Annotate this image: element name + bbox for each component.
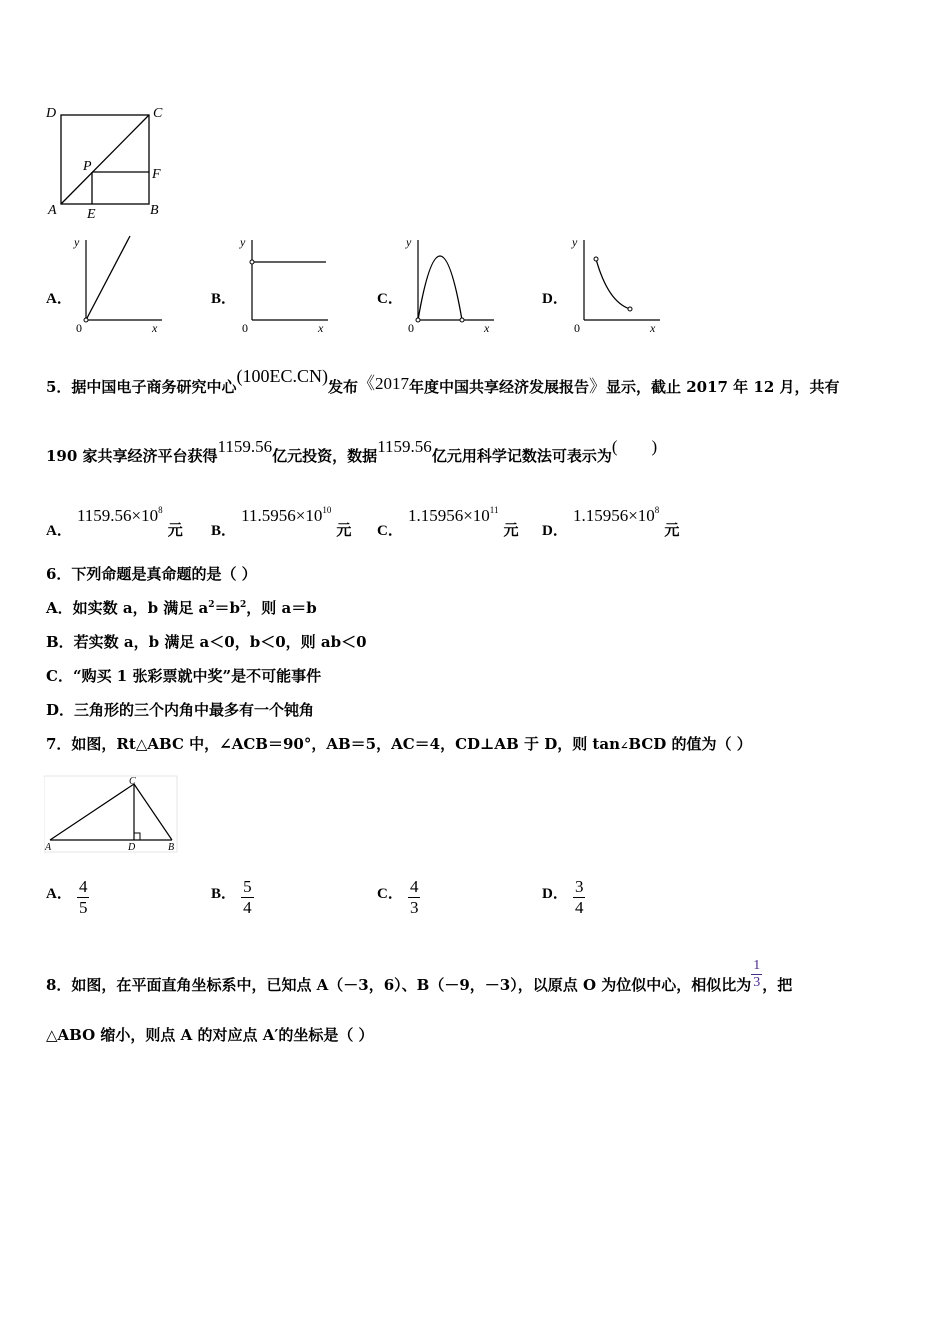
svg-text:y: y — [240, 235, 246, 249]
q5-option-c[interactable]: C． $1.15956\times 10^{11}$ 元 — [377, 505, 519, 539]
svg-text:0: 0 — [574, 321, 580, 335]
graph-option-b — [238, 232, 333, 337]
q4-option-a-letter[interactable]: A． — [46, 291, 72, 307]
q8-line-1: 8．如图，在平面直角坐标系中，已知点 A（－3，6）、B（－9，－3），以原点 O 为位似中心，相似比为 $\frac{1}{3}$ ，把 — [46, 958, 793, 994]
label-f: F — [152, 167, 161, 182]
q5-option-d[interactable]: D． $1.15956\times 10^8$ 元 — [542, 505, 680, 539]
label-p: P — [83, 159, 92, 174]
svg-text:x: x — [484, 321, 490, 335]
q4-option-b-letter[interactable]: B． — [211, 291, 237, 307]
graph-option-a — [72, 232, 167, 337]
q5-option-b[interactable]: B． $11.5956\times 10^{10}$ 元 — [211, 505, 352, 539]
q5-option-a[interactable]: A． $1159.56\times 10^8$ 元 — [46, 505, 183, 539]
svg-text:0: 0 — [76, 321, 82, 335]
label-c: C — [153, 106, 163, 121]
label-d: D — [46, 106, 57, 121]
q6-option-b[interactable]: B．若实数 a，b 满足 a＜0，b＜0，则 ab＜0 — [46, 633, 367, 651]
label-e: E — [87, 207, 96, 222]
svg-text:y: y — [74, 235, 80, 249]
tri-label-d: D — [128, 842, 136, 853]
triangle-figure — [44, 772, 180, 854]
q6-option-d[interactable]: D．三角形的三个内角中最多有一个钝角 — [46, 701, 315, 719]
q7-option-a[interactable]: A． $\frac{4}{5}$ — [46, 877, 88, 917]
svg-text:y: y — [406, 235, 412, 249]
tri-label-a: A — [45, 842, 52, 853]
q5-options — [46, 505, 926, 545]
q7-option-d[interactable]: D． $\frac{3}{4}$ — [542, 877, 584, 917]
q5-line-2: 190 家共享经济平台获得1159.56亿元投资，数据1159.56亿元用科学记数法可表示为( ) — [46, 437, 658, 465]
label-a: A — [48, 203, 57, 218]
tri-label-b: B — [168, 842, 175, 853]
q6-option-a[interactable]: A．如实数 a，b 满足 $a^2=b^2$，则 a＝b — [46, 599, 317, 617]
q5-line-1: 5．据中国电子商务研究中心(100EC.CN)发布《2017年度中国共享经济发展报告》显示，截止 2017 年 12 月，共有 — [46, 366, 840, 396]
q4-option-c-letter[interactable]: C． — [377, 291, 403, 307]
q4-option-d-letter[interactable]: D． — [542, 291, 568, 307]
svg-text:x: x — [318, 321, 324, 335]
label-b: B — [150, 203, 159, 218]
tri-label-c: C — [129, 776, 136, 787]
svg-text:y: y — [572, 235, 578, 249]
q8-line-2: △ABO 缩小，则点 A 的对应点 A′的坐标是（ ） — [46, 1026, 374, 1044]
q7-option-c[interactable]: C． $\frac{4}{3}$ — [377, 877, 419, 917]
svg-text:x: x — [152, 321, 158, 335]
q6-option-c[interactable]: C．“购买 1 张彩票就中奖”是不可能事件 — [46, 667, 322, 685]
svg-text:x: x — [650, 321, 656, 335]
square-figure — [40, 100, 175, 225]
q7-stem: 7．如图，Rt△ABC 中，∠ACB＝90°，AB＝5，AC＝4，CD⊥AB 于 D，则 tan∠BCD 的值为（ ） — [46, 735, 752, 753]
svg-text:0: 0 — [408, 321, 414, 335]
graph-option-c — [404, 232, 499, 337]
q7-option-b[interactable]: B． $\frac{5}{4}$ — [211, 877, 252, 917]
graph-option-d — [570, 232, 665, 337]
q6-stem: 6．下列命题是真命题的是（ ） — [46, 565, 257, 583]
svg-text:0: 0 — [242, 321, 248, 335]
